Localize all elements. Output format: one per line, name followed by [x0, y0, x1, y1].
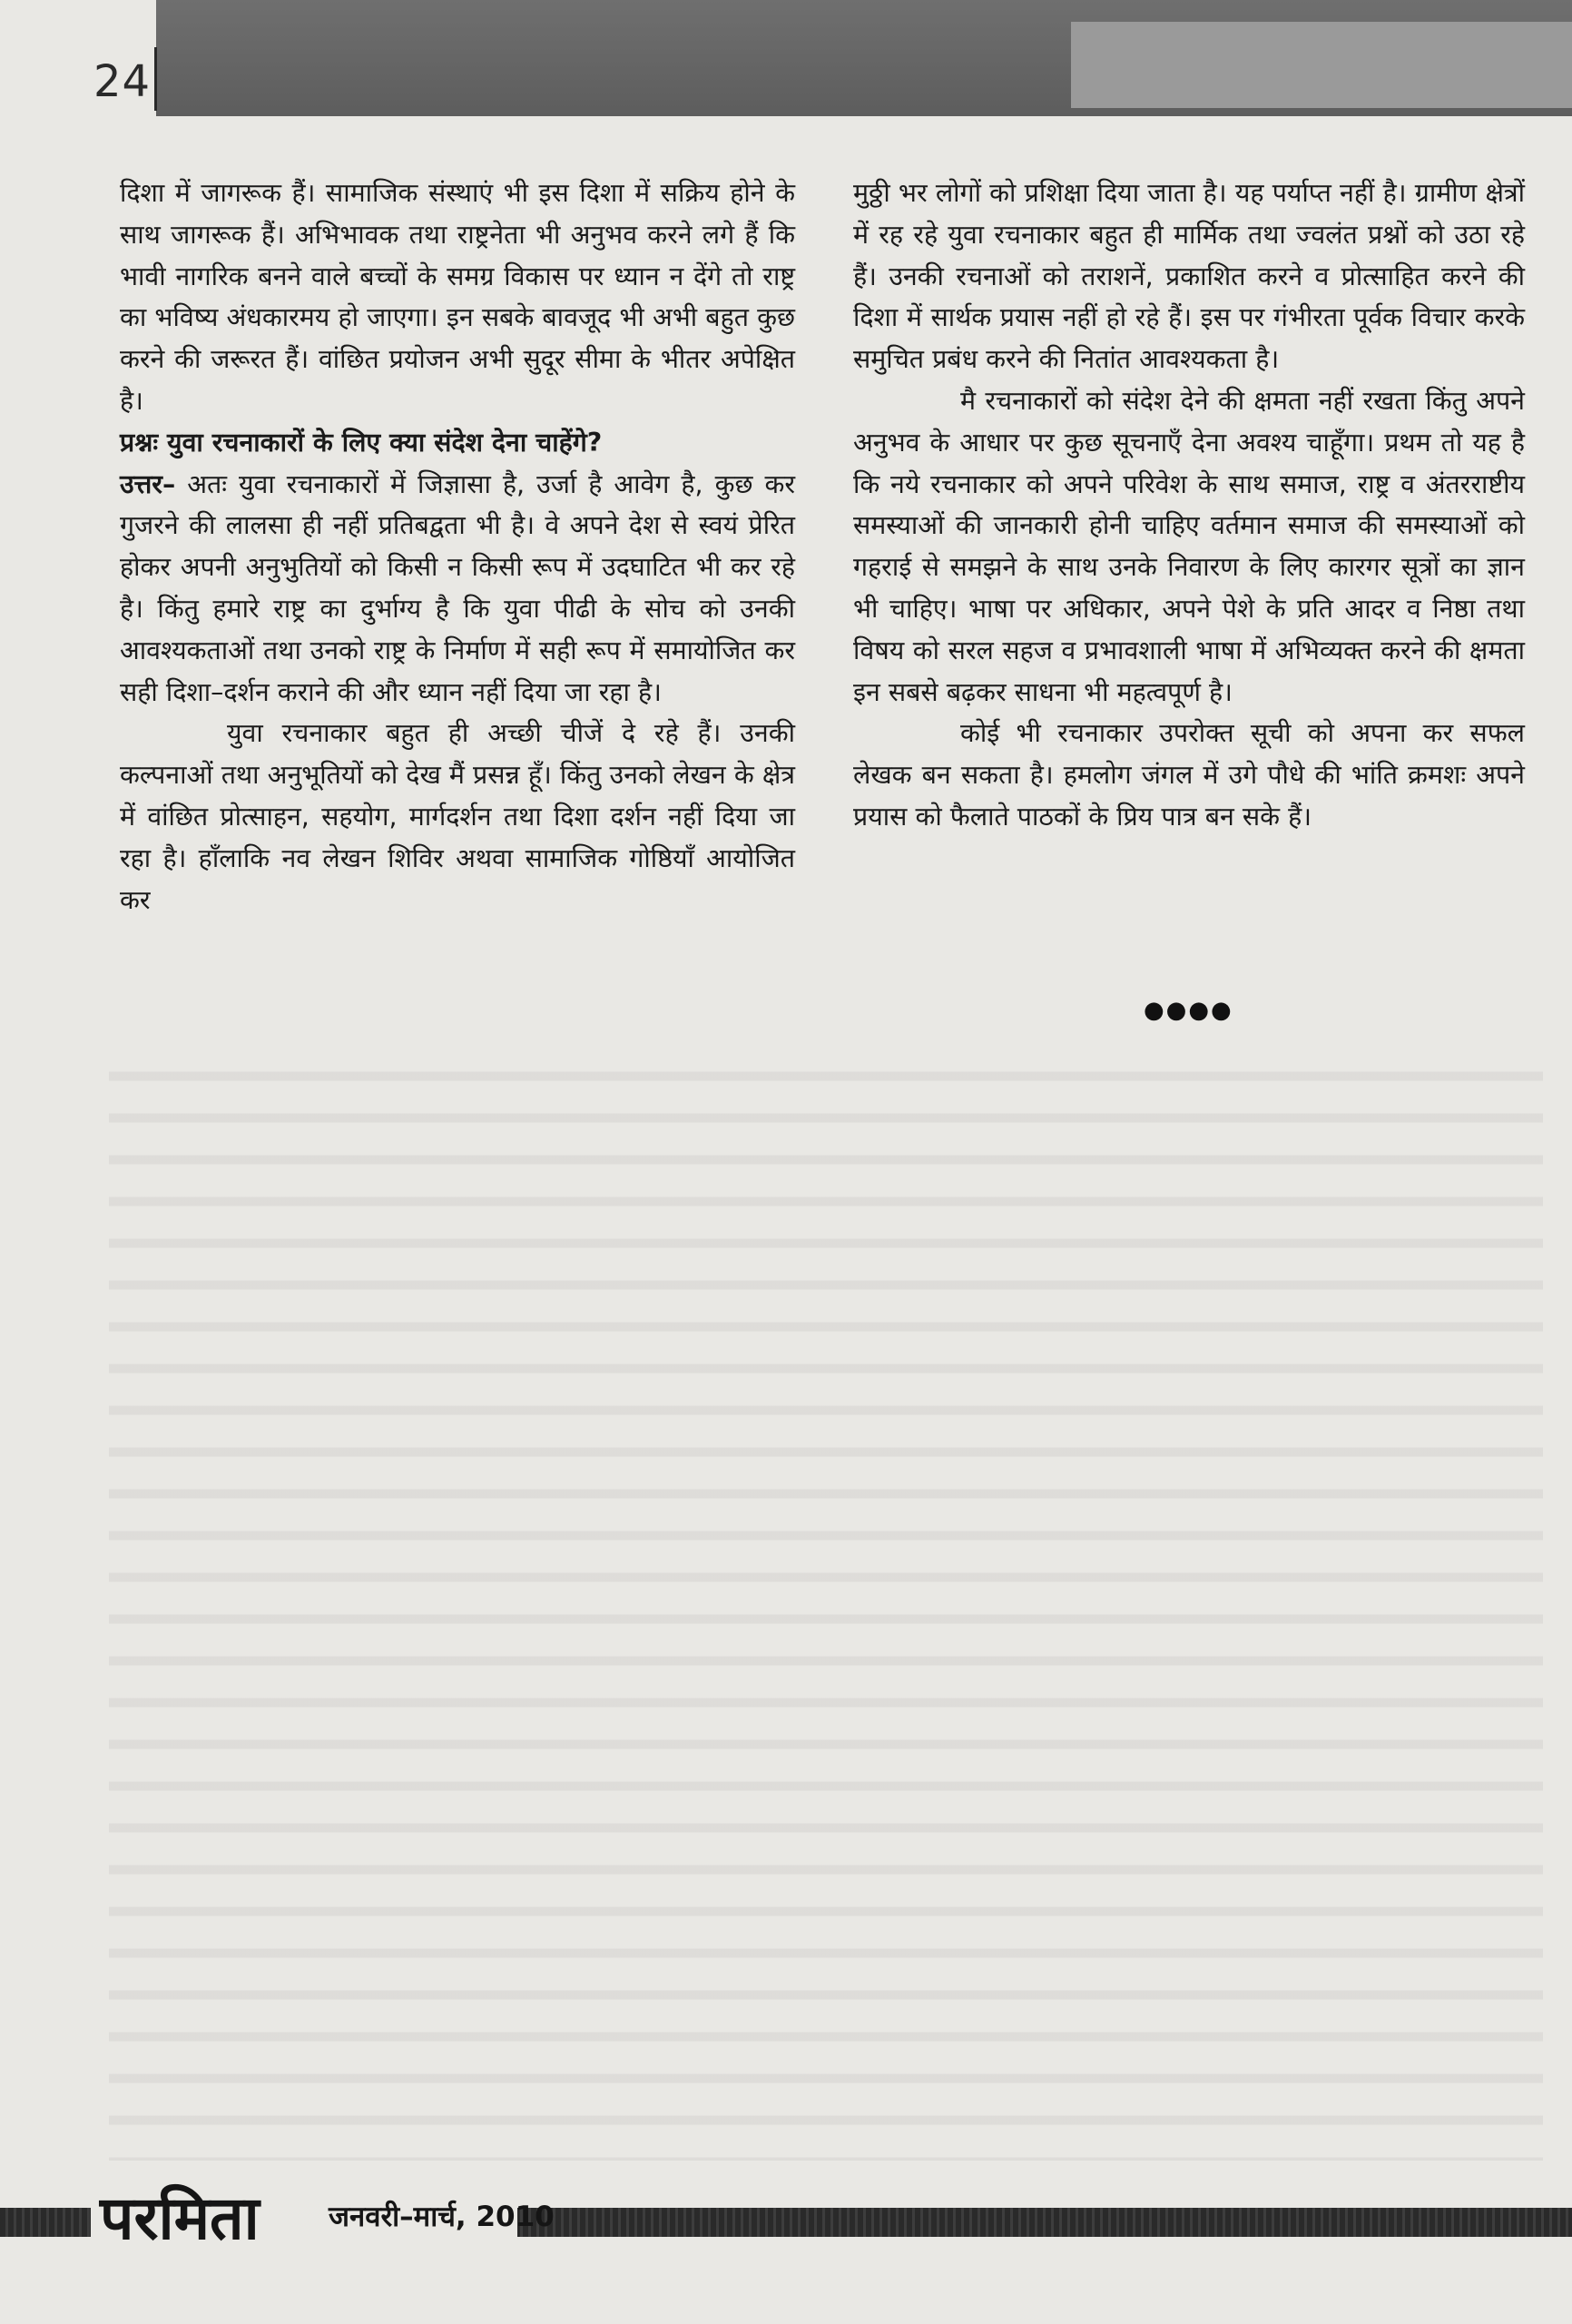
right-paragraph-2: मै रचनाकारों को संदेश देने की क्षमता नहीं रखता किंतु अपने अनुभव के आधार पर कुछ सूचनाएँ देना अवश्य चाहूँगा। प्रथम तो यह है कि नये रचनाकार को अपने परिवेश के साथ समाज, राष्ट्र व अंतरराष्टीय समस्याओं की जानकारी होनी चाहिए वर्तमान समाज की समस्याओं को गहराई से समझने के साथ उनके निवारण के लिए कारगर सूत्रों का ज्ञान भी चाहिए। भाषा पर अधिकार, अपने पेशे के प्रति आदर व निष्ठा तथा विषय को सरल सहज व प्रभावशाली भाषा में अभिव्यक्त करने की क्षमता इन सबसे बढ़कर साधना भी महत्वपूर्ण है।: [853, 385, 1525, 707]
page-number-divider: [154, 47, 157, 111]
issue-date: जनवरी–मार्च, 2010: [329, 2201, 555, 2233]
magazine-logo: परमिता: [100, 2182, 260, 2253]
interview-question: प्रश्नः युवा रचनाकारों के लिए क्या संदेश देना चाहेंगे?: [120, 427, 603, 458]
answer-text: अतः युवा रचनाकारों में जिज्ञासा है, उर्जा है आवेग है, कुछ कर गुजरने की लालसा ही नहीं प्रतिबद्वता भी है। वे अपने देश से स्वयं प्रेरित होकर अपनी अनुभुतियों को किसी न किसी रूप में उदघाटित भी कर रहे है। किंतु हमारे राष्ट्र का दुर्भाग्य है कि युवा पीढी के सोच को उनकी आवश्यकताओं तथा उनको राष्ट्र के निर्माण में सही रूप में समायोजित कर सही दिशा–दर्शन कराने की और ध्यान नहीं दिया जा रहा है।: [120, 468, 795, 707]
left-column: [120, 172, 795, 921]
show-through-background: [109, 1044, 1543, 2161]
right-column: [853, 172, 1525, 838]
left-paragraph-3: युवा रचनाकार बहुत ही अच्छी चीजें दे रहे हैं। उनकी कल्पनाओं तथा अनुभूतियों को देख मैं प्रसन्न हूँ। किंतु उनको लेखन के क्षेत्र में वांछित प्रोत्साहन, सहयोग, मार्गदर्शन तथा दिशा दर्शन नहीं दिया जा रहा है। हाँलाकि नव लेखन शिविर अथवा सामाजिक गोष्ठियाँ आयोजित कर: [120, 718, 795, 915]
end-ornament: ●●●●: [1144, 997, 1233, 1024]
right-paragraph-3: कोई भी रचनाकार उपरोक्त सूची को अपना कर सफल लेखक बन सकता है। हमलोग जंगल में उगे पौधे की भांति क्रमशः अपने प्रयास को फैलाते पाठकों के प्रिय पात्र बन सके हैं।: [853, 718, 1525, 832]
header-bar-accent: [1071, 22, 1572, 108]
page-number: 24: [93, 56, 152, 107]
interview-answer: [120, 464, 795, 714]
left-paragraph-1: दिशा में जागरूक हैं। सामाजिक संस्थाएं भी इस दिशा में सक्रिय होने के साथ जागरूक हैं। अभिभावक तथा राष्ट्रनेता भी अनुभव करने लगे हैं कि भावी नागरिक बनने वाले बच्चों के समग्र विकास पर ध्यान न देंगे तो राष्ट्र का भविष्य अंधकारमय हो जाएगा। इन सबके बावजूद भी अभी बहुत कुछ करने की जरूरत हैं। वांछित प्रयोजन अभी सुदूर सीमा के भीतर अपेक्षित है।: [120, 178, 795, 416]
right-paragraph-1: मुठ्ठी भर लोगों को प्रशिक्षा दिया जाता है। यह पर्याप्त नहीं है। ग्रामीण क्षेत्रों में रह रहे युवा रचनाकार बहुत ही मार्मिक तथा ज्वलंत प्रश्नों को उठा रहे हैं। उनकी रचनाओं को तराशनें, प्रकाशित करने व प्रोत्साहित करने की दिशा में सार्थक प्रयास नहीं हो रहे हैं। इस पर गंभीरता पूर्वक विचार करके समुचित प्रबंध करने की नितांत आवश्यकता है।: [853, 178, 1525, 375]
answer-label: उत्तर–: [120, 468, 176, 499]
